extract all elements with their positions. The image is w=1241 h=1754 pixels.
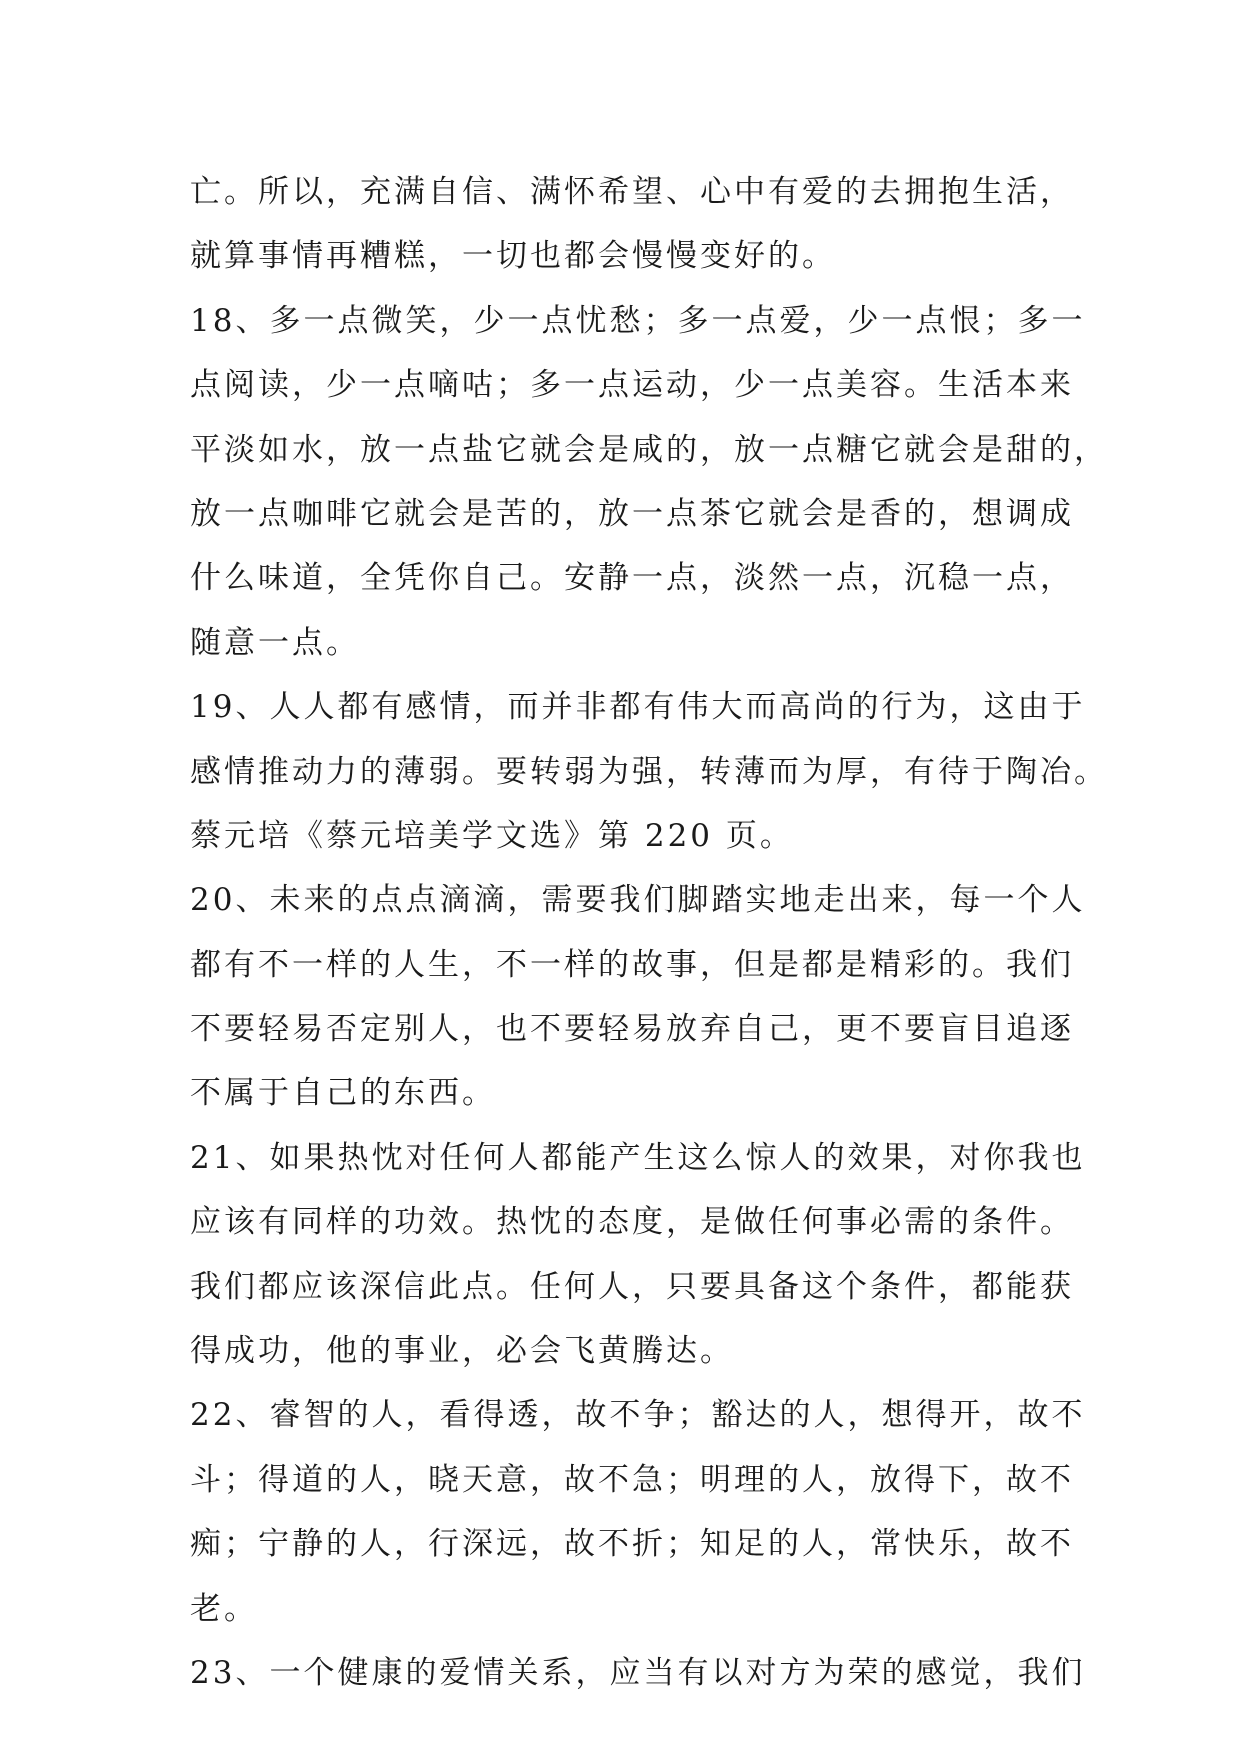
text-line: 得成功，他的事业，必会飞黄腾达。 [190, 1333, 734, 1370]
text-line: 什么味道，全凭你自己。安静一点，淡然一点，沉稳一点， [190, 560, 1074, 597]
text-line: 点阅读，少一点嘀咕；多一点运动，少一点美容。生活本来 [190, 367, 1074, 404]
text-line: 蔡元培《蔡元培美学文选》第 220 页。 [190, 817, 794, 854]
text-line: 就算事情再糟糕，一切也都会慢慢变好的。 [190, 238, 836, 275]
text-line: 斗；得道的人，晓天意，故不急；明理的人，放得下，故不 [190, 1461, 1074, 1498]
body-text [190, 160, 1108, 1705]
text-line: 18、多一点微笑，少一点忧愁；多一点爱，少一点恨；多一 [190, 302, 1086, 339]
text-line: 平淡如水，放一点盐它就会是咸的，放一点糖它就会是甜的， [190, 431, 1108, 468]
text-line: 我们都应该深信此点。任何人，只要具备这个条件，都能获 [190, 1268, 1074, 1305]
text-line: 痴；宁静的人，行深远，故不折；知足的人，常快乐，故不 [190, 1526, 1074, 1563]
text-line: 感情推动力的薄弱。要转弱为强，转薄而为厚，有待于陶冶。 [190, 753, 1108, 790]
text-line: 21、如果热忱对任何人都能产生这么惊人的效果，对你我也 [190, 1139, 1086, 1176]
text-line: 老。 [190, 1590, 258, 1627]
text-line: 19、人人都有感情，而并非都有伟大而高尚的行为，这由于 [190, 689, 1086, 726]
text-line: 20、未来的点点滴滴，需要我们脚踏实地走出来，每一个人 [190, 882, 1086, 919]
text-line: 亡。所以，充满自信、满怀希望、心中有爱的去拥抱生活， [190, 174, 1074, 210]
text-line: 随意一点。 [190, 624, 360, 661]
text-line: 都有不一样的人生，不一样的故事，但是都是精彩的。我们 [190, 946, 1074, 983]
text-line: 23、一个健康的爱情关系，应当有以对方为荣的感觉，我们 [190, 1654, 1086, 1691]
text-line: 放一点咖啡它就会是苦的，放一点茶它就会是香的，想调成 [190, 495, 1074, 532]
text-line: 应该有同样的功效。热忱的态度，是做任何事必需的条件。 [190, 1204, 1074, 1241]
text-line: 22、睿智的人，看得透，故不争；豁达的人，想得开，故不 [190, 1397, 1086, 1434]
text-line: 不属于自己的东西。 [190, 1075, 496, 1112]
text-line: 不要轻易否定别人，也不要轻易放弃自己，更不要盲目追逐 [190, 1011, 1074, 1048]
